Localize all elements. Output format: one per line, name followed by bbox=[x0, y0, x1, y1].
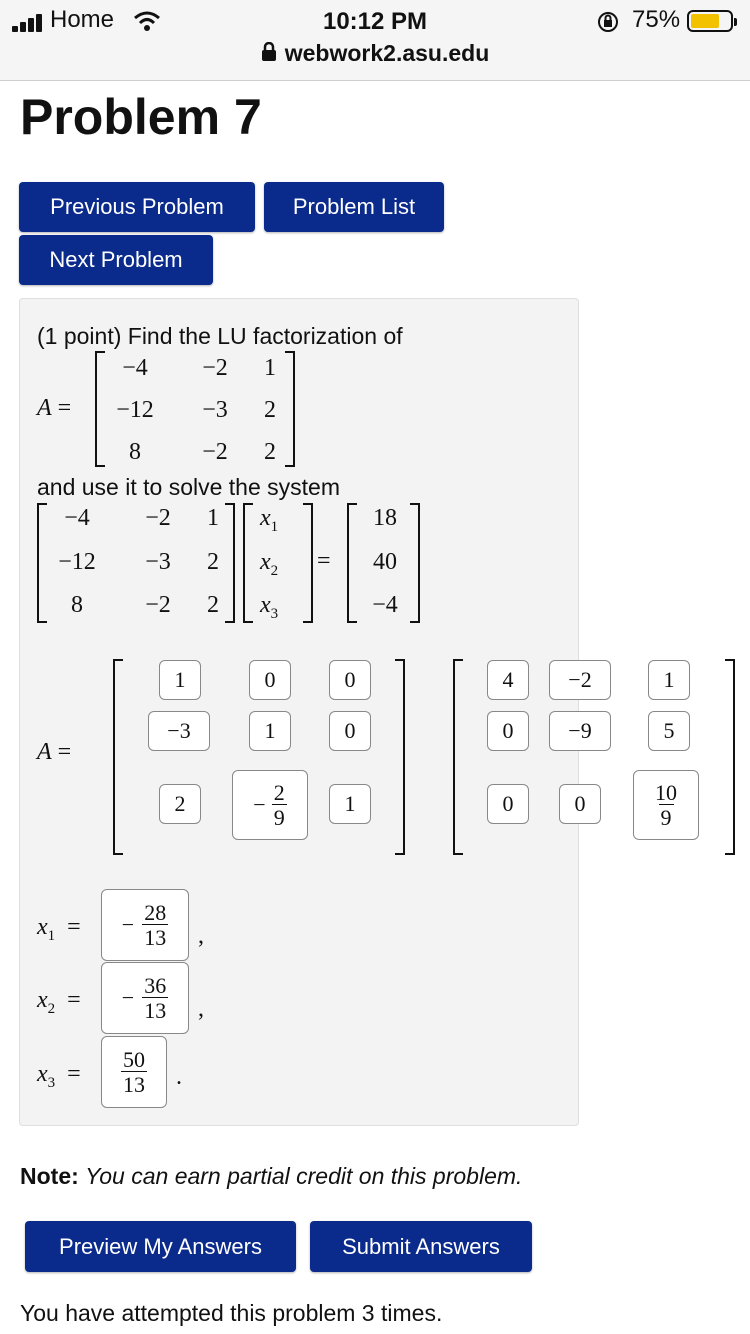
x3-input[interactable]: $\frac{50}{13}$ bbox=[101, 1036, 167, 1108]
x2-input[interactable]: − $\frac{36}{13}$ bbox=[101, 962, 189, 1034]
u-entry-input[interactable]: 1 bbox=[648, 660, 690, 700]
matrix-cell: −3 bbox=[202, 397, 228, 423]
submit-answers-button[interactable]: Submit Answers bbox=[310, 1221, 532, 1272]
system-cell: 2 bbox=[207, 549, 219, 575]
x2-label: $x_2$ = bbox=[37, 987, 81, 1017]
vector-left-bracket bbox=[243, 503, 253, 623]
l-entry-input[interactable]: 0 bbox=[329, 660, 371, 700]
answer-a-label: A = bbox=[37, 739, 72, 765]
l-entry-input[interactable]: 1 bbox=[159, 660, 201, 700]
matrix-cell: −2 bbox=[202, 355, 228, 381]
u-entry-input[interactable]: −2 bbox=[549, 660, 611, 700]
system-cell: 1 bbox=[207, 505, 219, 531]
l-entry-input[interactable]: 1 bbox=[329, 784, 371, 824]
battery-icon bbox=[687, 10, 733, 32]
u-entry-input[interactable]: 4 bbox=[487, 660, 529, 700]
url-text: webwork2.asu.edu bbox=[284, 40, 490, 66]
x1-punct: , bbox=[198, 923, 204, 949]
matrix-cell: −2 bbox=[202, 439, 228, 465]
u-entry-input[interactable]: −9 bbox=[549, 711, 611, 751]
system-cell: 8 bbox=[71, 592, 83, 618]
carrier-label: Home bbox=[50, 6, 115, 33]
note-text: You can earn partial credit on this problem. bbox=[85, 1163, 523, 1189]
system-cell: −2 bbox=[145, 505, 171, 531]
u-entry-input[interactable]: 0 bbox=[559, 784, 601, 824]
battery-percent: 75% bbox=[632, 6, 681, 33]
rhs-cell: −4 bbox=[372, 592, 398, 618]
x1-label: $x_1$ = bbox=[37, 914, 81, 944]
x3-punct: . bbox=[176, 1064, 182, 1090]
l-entry-input[interactable]: −3 bbox=[148, 711, 210, 751]
u-entry-input[interactable]: 5 bbox=[648, 711, 690, 751]
u-entry-input[interactable]: 0 bbox=[487, 784, 529, 824]
previous-problem-button[interactable]: Previous Problem bbox=[19, 182, 255, 232]
clock: 10:12 PM bbox=[322, 8, 428, 35]
rhs-cell: 40 bbox=[373, 549, 397, 575]
u-entry-fraction-input[interactable]: $\frac{10}{9}$ bbox=[633, 770, 699, 840]
vector-right-bracket bbox=[303, 503, 313, 623]
l-entry-fraction-input[interactable]: − $\frac{2}{9}$ bbox=[232, 770, 308, 840]
u-right-bracket bbox=[725, 659, 735, 855]
l-entry-input[interactable]: 0 bbox=[249, 660, 291, 700]
l-entry-input[interactable]: 1 bbox=[249, 711, 291, 751]
browser-status-bar bbox=[0, 0, 750, 81]
note-label: Note: bbox=[20, 1163, 79, 1189]
var-x3: $x_3$ bbox=[260, 592, 279, 622]
matrix-cell: −12 bbox=[116, 397, 154, 423]
problem-panel bbox=[19, 298, 677, 1126]
rotation-lock-icon bbox=[596, 10, 620, 39]
var-x1: $x_1$ bbox=[260, 505, 279, 535]
equals-sign: = bbox=[317, 548, 331, 574]
partial-credit-note bbox=[20, 1163, 522, 1190]
matrix-label: A = bbox=[37, 395, 72, 421]
problem-intro: (1 point) Find the LU factorization of bbox=[37, 323, 403, 349]
matrix-cell: −4 bbox=[122, 355, 148, 381]
lock-icon bbox=[261, 41, 277, 68]
var-x2: $x_2$ bbox=[260, 549, 279, 579]
page-title: Problem 7 bbox=[20, 89, 262, 145]
matrix-cell: 2 bbox=[264, 397, 276, 423]
next-problem-button[interactable]: Next Problem bbox=[19, 235, 213, 285]
x3-label: $x_3$ = bbox=[37, 1061, 81, 1091]
system-cell: −2 bbox=[145, 592, 171, 618]
u-left-bracket bbox=[453, 659, 463, 855]
matrix-cell: 2 bbox=[264, 439, 276, 465]
l-entry-input[interactable]: 0 bbox=[329, 711, 371, 751]
preview-answers-button[interactable]: Preview My Answers bbox=[25, 1221, 296, 1272]
x2-punct: , bbox=[198, 996, 204, 1022]
system-text: and use it to solve the system bbox=[37, 474, 340, 500]
matrix-cell: 1 bbox=[264, 355, 276, 381]
address-bar[interactable] bbox=[0, 40, 750, 68]
x1-input[interactable]: − $\frac{28}{13}$ bbox=[101, 889, 189, 961]
u-entry-input[interactable]: 0 bbox=[487, 711, 529, 751]
attempts-text: You have attempted this problem 3 times. bbox=[20, 1300, 443, 1326]
l-entry-input[interactable]: 2 bbox=[159, 784, 201, 824]
l-left-bracket bbox=[113, 659, 123, 855]
system-cell: 2 bbox=[207, 592, 219, 618]
system-cell: −4 bbox=[64, 505, 90, 531]
system-cell: −3 bbox=[145, 549, 171, 575]
matrix-cell: 8 bbox=[129, 439, 141, 465]
l-right-bracket bbox=[395, 659, 405, 855]
problem-list-button[interactable]: Problem List bbox=[264, 182, 444, 232]
rhs-cell: 18 bbox=[373, 505, 397, 531]
system-cell: −12 bbox=[58, 549, 96, 575]
